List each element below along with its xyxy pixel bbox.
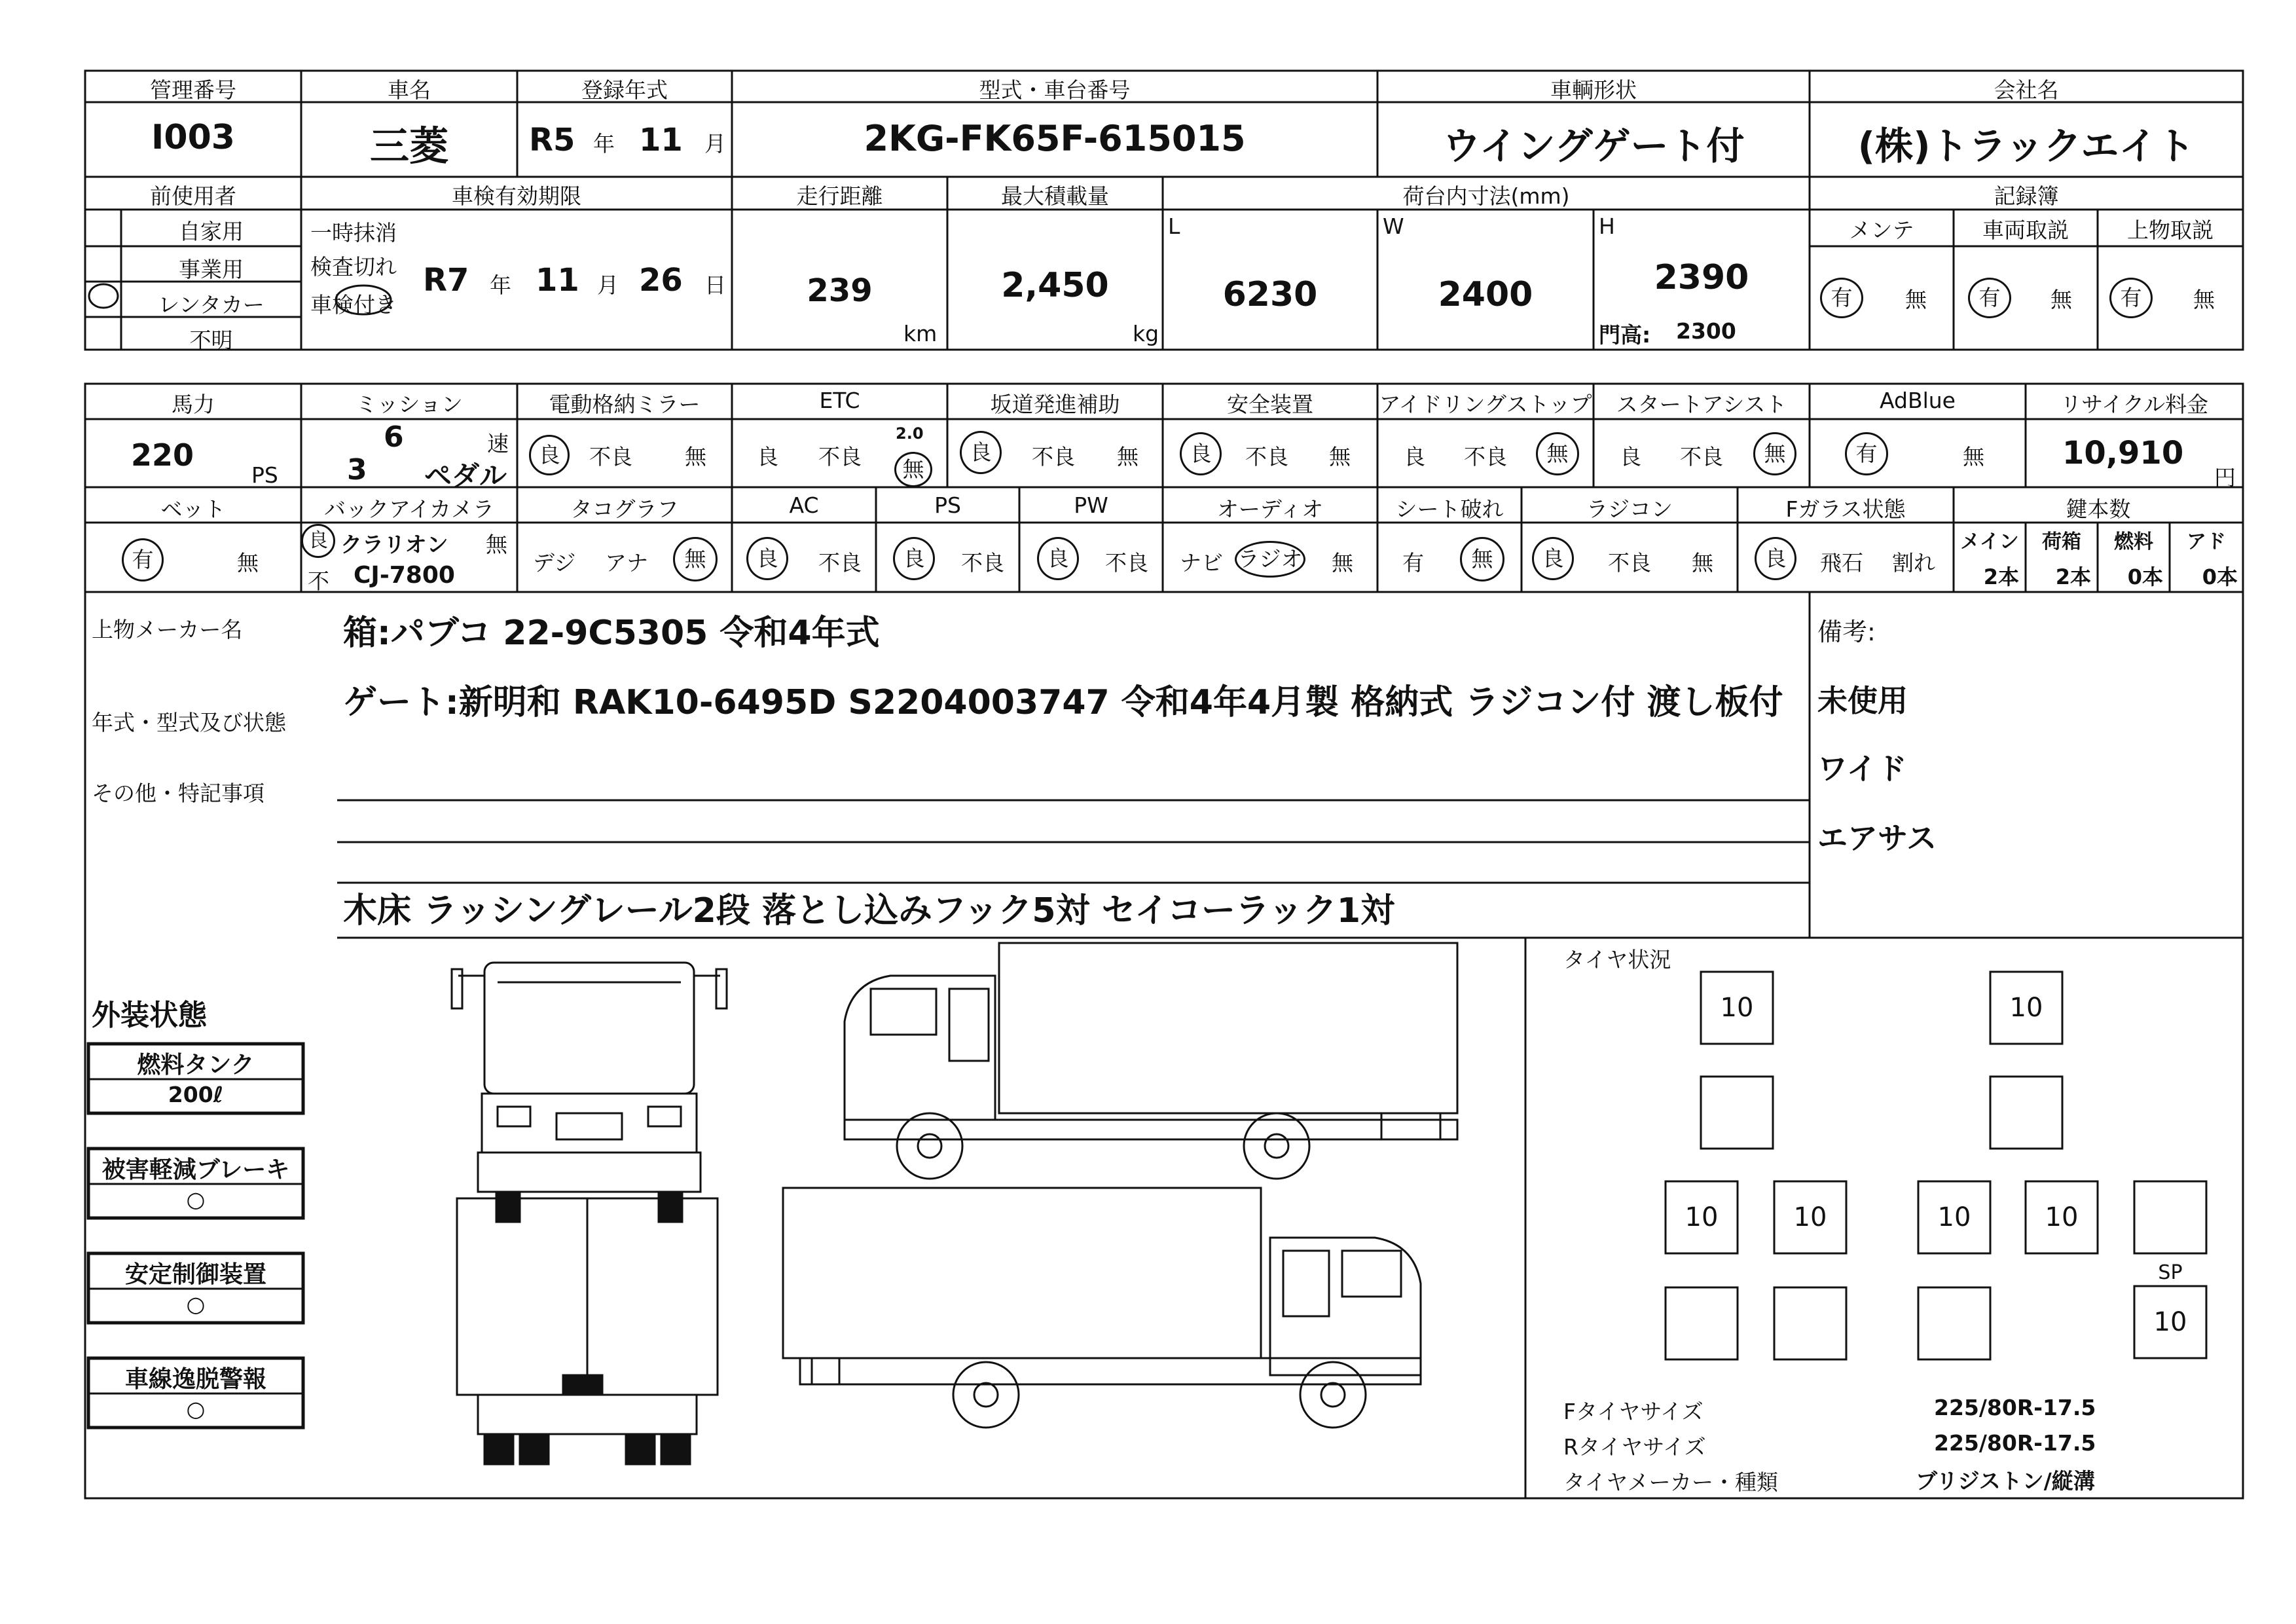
detail-gate: ゲート:新明和 RAK10-6495D S2204003747 令和4年4月製 格納式 ラジコン付 渡し板付 xyxy=(343,683,1783,722)
fglass-ryo: 良 xyxy=(1755,537,1796,580)
shaken-era: R7 xyxy=(423,262,469,299)
header-bed: ベット xyxy=(160,496,226,522)
kanri-number: I003 xyxy=(151,118,235,157)
header-seat: シート破れ xyxy=(1395,496,1504,522)
mission-soku: 速 xyxy=(487,431,509,456)
tire-status-title: タイヤ状況 xyxy=(1563,947,1671,972)
esc-label: 安定制御装置 xyxy=(124,1261,266,1288)
aeb-value: ○ xyxy=(186,1187,206,1212)
tire-spare: 10 xyxy=(2153,1307,2187,1337)
adblue-mu: 無 xyxy=(1963,444,1984,470)
truck-front-view xyxy=(452,963,727,1222)
sharyo-mu: 無 xyxy=(2050,287,2072,312)
user-rentacar: レンタカー xyxy=(158,292,264,318)
dim-l-label: L xyxy=(1168,213,1180,239)
truck-rear-view xyxy=(457,1198,718,1464)
recycle-unit: 円 xyxy=(2214,465,2236,490)
header-recycle: リサイクル料金 xyxy=(2060,392,2209,417)
tacho-digi: デジ xyxy=(533,550,576,576)
tire-rear-2: 10 xyxy=(1793,1202,1827,1232)
fuel-tank-value: 200ℓ xyxy=(168,1082,224,1107)
mission-pedals: 3 xyxy=(347,453,367,487)
ps-ryo: 良 xyxy=(893,537,935,580)
key-main-count: 2本 xyxy=(1983,564,2019,589)
key-ad-count: 0本 xyxy=(2202,564,2238,589)
header-kanri: 管理番号 xyxy=(150,77,236,103)
biko-3: エアサス xyxy=(1817,821,1937,856)
company-name: (株)トラックエイト xyxy=(1857,124,2195,168)
dim-length: 6230 xyxy=(1222,275,1318,314)
mirror-ryo: 良 xyxy=(529,435,570,475)
header-mission: ミッション xyxy=(355,392,463,417)
aeb-label: 被害軽減ブレーキ xyxy=(101,1156,290,1183)
key-ad-label: アド xyxy=(2187,530,2226,553)
idling-furyo: 不良 xyxy=(1464,444,1507,470)
startassist-furyo: 不良 xyxy=(1680,444,1723,470)
dim-h-label: H xyxy=(1599,213,1615,239)
esc-value: ○ xyxy=(186,1291,206,1317)
hillstart-mu: 無 xyxy=(1117,444,1139,470)
tire-maker-label: タイヤメーカー・種類 xyxy=(1563,1469,1779,1495)
tire-rear-4: 10 xyxy=(2045,1202,2079,1232)
header-ps: PS xyxy=(934,492,961,518)
sharyo-yu: 有 xyxy=(1968,278,2011,318)
mission-speed: 6 xyxy=(384,420,404,454)
r-tire-size-label: Rタイヤサイズ xyxy=(1563,1434,1706,1460)
idling-mu: 無 xyxy=(1536,432,1579,475)
r-tire-size: 225/80R-17.5 xyxy=(1934,1430,2096,1456)
audio-navi: ナビ xyxy=(1180,550,1223,576)
startassist-mu: 無 xyxy=(1753,432,1796,475)
camera-ryo: 良 xyxy=(301,524,335,558)
mondaka-value: 2300 xyxy=(1676,318,1736,344)
key-cargo-label: 荷箱 xyxy=(2042,530,2081,553)
biko-2: ワイド xyxy=(1817,751,1907,786)
header-idling: アイドリングストップ xyxy=(1379,392,1592,417)
bed-mu: 無 xyxy=(237,550,259,576)
mileage-unit: km xyxy=(903,321,938,346)
katashiki-number: 2KG-FK65F-615015 xyxy=(864,118,1246,159)
tire-rear-1: 10 xyxy=(1685,1202,1719,1232)
toroku-month: 11 xyxy=(639,122,683,158)
header-shamei: 車名 xyxy=(388,77,431,103)
dim-w-label: W xyxy=(1383,213,1404,239)
biko-label: 備考: xyxy=(1817,618,1876,646)
fglass-ware: 割れ xyxy=(1892,550,1935,576)
hillstart-furyo: 不良 xyxy=(1032,444,1075,470)
startassist-ryo: 良 xyxy=(1620,444,1641,470)
tire-sp-label: SP xyxy=(2158,1261,2183,1284)
user-fumei: 不明 xyxy=(189,327,233,353)
key-cargo-count: 2本 xyxy=(2055,564,2091,589)
header-ac: AC xyxy=(789,492,819,518)
fglass-hiseki: 飛石 xyxy=(1820,550,1863,576)
header-hillstart: 坂道発進補助 xyxy=(990,392,1120,417)
shaken-opt-massho: 一時抹消 xyxy=(310,220,397,246)
f-tire-size: 225/80R-17.5 xyxy=(1934,1395,2096,1420)
truck-side-view-left xyxy=(845,943,1457,1179)
max-load-unit: kg xyxy=(1133,321,1159,346)
tire-front-left: 10 xyxy=(1720,993,1754,1023)
safety-mu: 無 xyxy=(1329,444,1351,470)
tacho-mu: 無 xyxy=(673,537,718,581)
header-etc: ETC xyxy=(819,388,860,413)
uwamono-yu: 有 xyxy=(2109,278,2153,318)
shaken-nen: 年 xyxy=(490,272,511,298)
shaken-day: 26 xyxy=(639,262,683,299)
header-soko: 走行距離 xyxy=(796,183,883,209)
pw-furyo: 不良 xyxy=(1105,550,1148,576)
seat-mu: 無 xyxy=(1460,537,1504,581)
biko-1: 未使用 xyxy=(1817,683,1908,718)
tacho-ana: アナ xyxy=(605,550,648,576)
label-uwamono-maker: 上物メーカー名 xyxy=(92,617,243,642)
f-tire-size-label: Fタイヤサイズ xyxy=(1563,1399,1704,1424)
kiroku-mente: メンテ xyxy=(1849,217,1914,243)
radicon-furyo: 不良 xyxy=(1608,550,1651,576)
kiroku-sharyo: 車両取説 xyxy=(1982,217,2069,243)
header-adblue: AdBlue xyxy=(1880,388,1956,413)
header-nidai: 荷台内寸法(mm) xyxy=(1402,183,1570,209)
max-load: 2,450 xyxy=(1001,266,1109,305)
header-keijo: 車輌形状 xyxy=(1550,77,1637,103)
user-jigyoyo: 事業用 xyxy=(179,257,244,282)
mission-pedal-label: ペダル xyxy=(424,460,507,492)
label-nenshiki: 年式・型式及び状態 xyxy=(92,710,286,735)
toroku-tsuki: 月 xyxy=(704,131,726,157)
header-startassist: スタートアシスト xyxy=(1616,392,1787,417)
uwamono-mu: 無 xyxy=(2193,287,2215,312)
header-shaken: 車検有効期限 xyxy=(452,183,581,209)
horsepower-unit: PS xyxy=(251,462,278,488)
key-fuel-count: 0本 xyxy=(2127,564,2163,589)
vehicle-maker: 三菱 xyxy=(370,124,448,170)
header-katashiki: 型式・車台番号 xyxy=(979,77,1131,103)
radicon-mu: 無 xyxy=(1692,550,1713,576)
safety-ryo: 良 xyxy=(1180,432,1222,475)
header-pw: PW xyxy=(1074,492,1108,518)
tire-front-right: 10 xyxy=(2009,993,2043,1023)
shaken-nichi: 日 xyxy=(704,272,726,298)
header-toroku: 登録年式 xyxy=(581,77,668,103)
mileage: 239 xyxy=(807,272,873,309)
header-kiroku: 記録簿 xyxy=(1994,183,2059,209)
kiroku-uwamono: 上物取説 xyxy=(2127,217,2214,243)
ac-furyo: 不良 xyxy=(818,550,862,576)
audio-radio: ラジオ xyxy=(1235,541,1305,578)
ldw-value: ○ xyxy=(186,1396,206,1422)
recycle-fee: 10,910 xyxy=(2062,435,2184,471)
key-main-label: メイン xyxy=(1960,530,2019,553)
label-sonota: その他・特記事項 xyxy=(92,781,264,806)
seat-yu: 有 xyxy=(1402,550,1424,576)
dim-width: 2400 xyxy=(1438,275,1533,314)
radicon-ryo: 良 xyxy=(1532,537,1574,580)
horsepower: 220 xyxy=(131,437,194,473)
safety-furyo: 不良 xyxy=(1245,444,1288,470)
dim-height: 2390 xyxy=(1654,258,1749,297)
exterior-title: 外装状態 xyxy=(92,999,207,1032)
etc-version: 2.0 xyxy=(896,424,924,443)
user-jikayo: 自家用 xyxy=(179,219,244,244)
camera-mu: 無 xyxy=(486,532,507,557)
audio-mu: 無 xyxy=(1332,550,1353,576)
tire-maker: ブリジストン/縦溝 xyxy=(1916,1468,2095,1494)
header-audio: オーディオ xyxy=(1216,496,1324,522)
header-mirror: 電動格納ミラー xyxy=(549,392,701,417)
body-type: ウイングゲート付 xyxy=(1442,124,1745,168)
tire-rear-3: 10 xyxy=(1937,1202,1971,1232)
detail-floor: 木床 ラッシングレール2段 落とし込みフック5対 セイコーラック1対 xyxy=(343,891,1395,931)
header-keys: 鍵本数 xyxy=(2066,496,2131,522)
pw-ryo: 良 xyxy=(1037,537,1079,580)
camera-make: クラリオン xyxy=(340,532,448,557)
shaken-tsuki: 月 xyxy=(597,272,619,298)
truck-side-view-right xyxy=(783,1188,1421,1428)
shaken-opt-kireta: 検査切れ xyxy=(310,254,397,280)
idling-ryo: 良 xyxy=(1404,444,1425,470)
bed-yu: 有 xyxy=(122,538,164,581)
etc-ryo: 良 xyxy=(757,444,778,470)
header-backcamera: バックアイカメラ xyxy=(323,496,495,522)
header-tacho: タコグラフ xyxy=(570,496,679,522)
header-safety: 安全装置 xyxy=(1227,392,1313,417)
ac-ryo: 良 xyxy=(746,537,788,580)
shaken-month: 11 xyxy=(536,262,579,299)
hillstart-ryo: 良 xyxy=(960,431,1002,474)
detail-box: 箱:パブコ 22-9C5305 令和4年式 xyxy=(343,614,880,653)
mente-yu: 有 xyxy=(1820,278,1863,318)
adblue-yu: 有 xyxy=(1845,432,1888,475)
shaken-opt-tsuki: 車検付き xyxy=(310,292,397,318)
mente-mu: 無 xyxy=(1905,287,1927,312)
camera-model: CJ-7800 xyxy=(354,562,455,589)
etc-mu: 無 xyxy=(894,452,932,487)
header-fglass: Fガラス状態 xyxy=(1785,496,1906,522)
header-radicon: ラジコン xyxy=(1586,496,1673,522)
mirror-mu: 無 xyxy=(685,444,706,470)
toroku-era: R5 xyxy=(529,122,575,158)
toroku-nen: 年 xyxy=(593,131,615,157)
mondaka-label: 門高: xyxy=(1599,322,1651,348)
ps-furyo: 不良 xyxy=(961,550,1004,576)
etc-furyo: 不良 xyxy=(818,444,862,470)
ldw-label: 車線逸脱警報 xyxy=(124,1366,266,1393)
header-saidai: 最大積載量 xyxy=(1001,183,1109,209)
camera-fu: 不 xyxy=(308,568,329,594)
header-kaisha: 会社名 xyxy=(1994,77,2059,103)
mirror-furyo: 不良 xyxy=(589,444,632,470)
key-fuel-label: 燃料 xyxy=(2114,530,2153,553)
fuel-tank-label: 燃料タンク xyxy=(137,1052,255,1079)
header-zenshiyo: 前使用者 xyxy=(150,183,236,209)
header-horsepower: 馬力 xyxy=(172,392,215,417)
